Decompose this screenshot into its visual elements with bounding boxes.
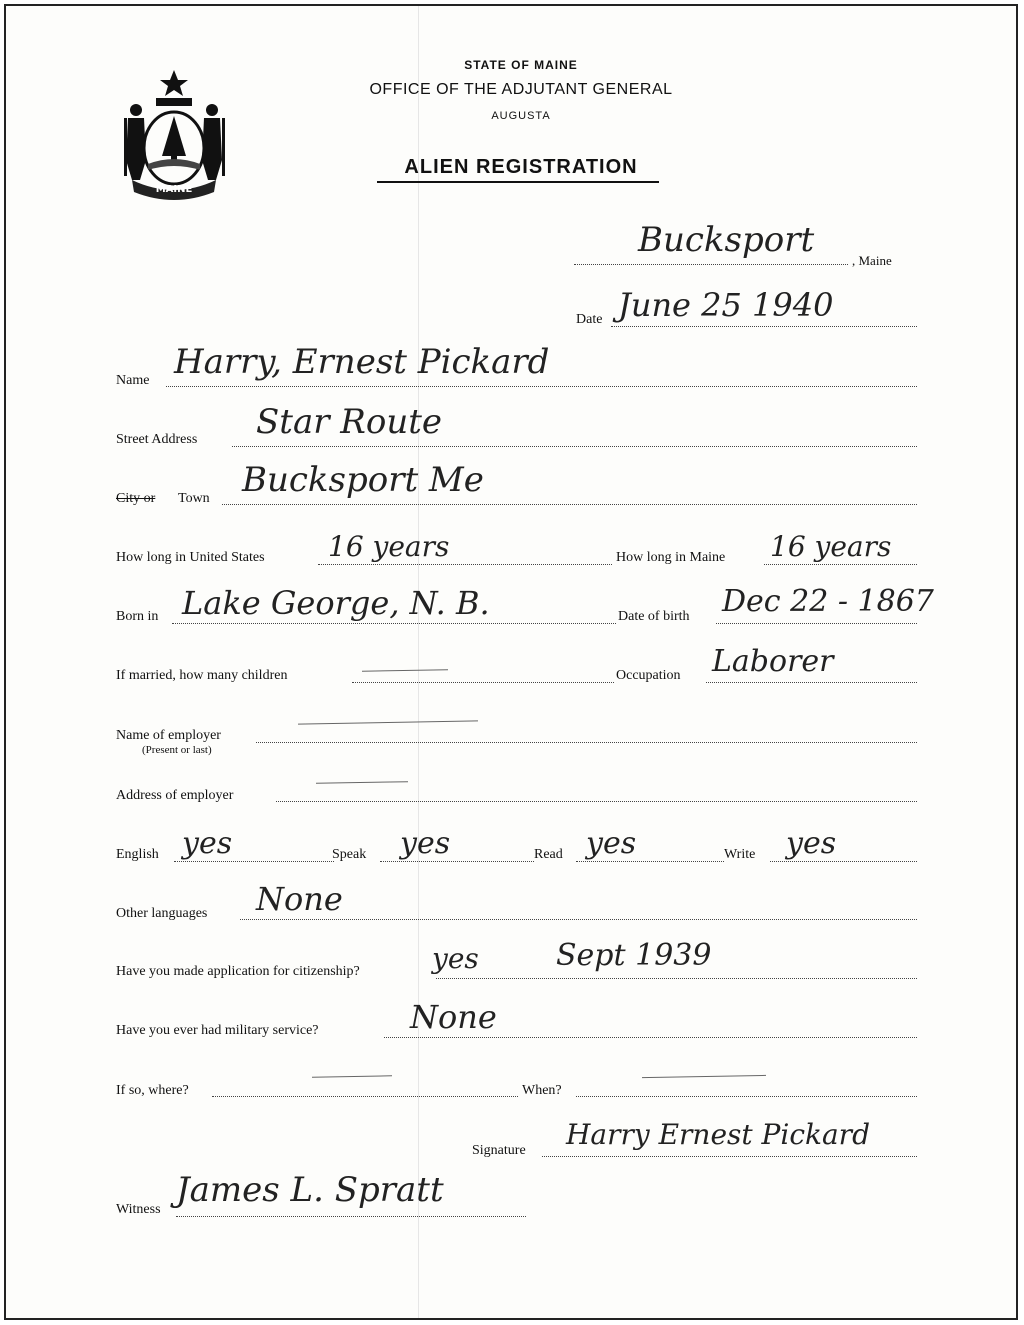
years-maine-value: 16 years: [770, 530, 892, 563]
years-maine-label: How long in Maine: [616, 550, 726, 565]
other-languages-value: None: [256, 880, 343, 918]
citizenship-line: [436, 978, 917, 979]
write-line: [770, 861, 917, 862]
witness-label: Witness: [116, 1202, 161, 1217]
date-line: [611, 326, 917, 327]
where-dash: [312, 1075, 392, 1077]
employer-line: [256, 742, 917, 743]
years-us-value: 16 years: [328, 530, 450, 563]
english-value: yes: [182, 826, 233, 861]
place-line: [574, 264, 848, 265]
name-label: Name: [116, 373, 150, 388]
dob-label: Date of birth: [618, 609, 690, 624]
read-label: Read: [534, 847, 563, 862]
military-label: Have you ever had military service?: [116, 1023, 319, 1038]
write-value: yes: [786, 826, 837, 861]
name-value: Harry, Ernest Pickard: [174, 342, 550, 382]
when-dash: [642, 1075, 766, 1078]
signature-value: Harry Ernest Pickard: [566, 1118, 870, 1151]
dob-value: Dec 22 - 1867: [722, 584, 934, 619]
born-in-line: [172, 623, 616, 624]
name-line: [166, 386, 917, 387]
employer-label: Name of employer: [116, 728, 221, 743]
military-line: [384, 1037, 917, 1038]
born-in-value: Lake George, N. B.: [182, 584, 490, 622]
header-office: OFFICE OF THE ADJUTANT GENERAL: [369, 81, 673, 98]
street-line: [232, 446, 917, 447]
citizenship-label: Have you made application for citizenship?: [116, 964, 360, 979]
town-label: Town: [178, 491, 210, 506]
date-label: Date: [576, 312, 603, 327]
read-line: [576, 861, 724, 862]
maine-state-seal-icon: [118, 68, 230, 200]
town-value: Bucksport Me: [242, 460, 484, 500]
employer-dash: [298, 720, 478, 724]
signature-line: [542, 1156, 917, 1157]
dob-line: [716, 623, 917, 624]
born-in-label: Born in: [116, 609, 159, 624]
city-label-struck: City or: [116, 491, 156, 506]
place-value: Bucksport: [638, 220, 815, 260]
header-state: STATE OF MAINE: [464, 58, 578, 72]
svg-text:MAINE: MAINE: [155, 184, 193, 195]
write-label: Write: [724, 847, 756, 862]
speak-value: yes: [400, 826, 451, 861]
form-title: ALIEN REGISTRATION: [404, 156, 638, 178]
witness-line: [176, 1216, 526, 1217]
employer-address-line: [276, 801, 917, 802]
where-label: If so, where?: [116, 1083, 189, 1098]
town-line: [222, 504, 917, 505]
children-label: If married, how many children: [116, 668, 288, 683]
occupation-line: [706, 682, 917, 683]
other-languages-label: Other languages: [116, 906, 208, 921]
citizenship-date: Sept 1939: [556, 938, 712, 973]
speak-line: [380, 861, 534, 862]
place-suffix: , Maine: [852, 253, 892, 268]
read-value: yes: [586, 826, 637, 861]
where-line: [212, 1096, 518, 1097]
occupation-value: Laborer: [712, 644, 834, 679]
children-line: [352, 682, 614, 683]
fold-line: [418, 6, 419, 1318]
date-value: June 25 1940: [618, 286, 834, 324]
years-us-line: [318, 564, 612, 565]
street-value: Star Route: [256, 402, 443, 442]
years-maine-line: [764, 564, 917, 565]
registration-form: [4, 4, 1018, 1320]
employer-address-label: Address of employer: [116, 788, 234, 803]
header-city: AUGUSTA: [491, 110, 551, 122]
employer-sublabel: (Present or last): [142, 744, 212, 756]
witness-value: James L. Spratt: [176, 1170, 444, 1210]
speak-label: Speak: [332, 847, 367, 862]
when-line: [576, 1096, 917, 1097]
title-underline: [377, 181, 659, 183]
english-line: [174, 861, 334, 862]
when-label: When?: [522, 1083, 562, 1098]
occupation-label: Occupation: [616, 668, 681, 683]
street-label: Street Address: [116, 432, 198, 447]
children-dash: [362, 669, 448, 672]
citizenship-value: yes: [432, 942, 479, 975]
employer-address-dash: [316, 781, 408, 784]
other-languages-line: [240, 919, 917, 920]
military-value: None: [410, 998, 497, 1036]
english-label: English: [116, 847, 159, 862]
signature-label: Signature: [472, 1143, 526, 1158]
years-us-label: How long in United States: [116, 550, 265, 565]
